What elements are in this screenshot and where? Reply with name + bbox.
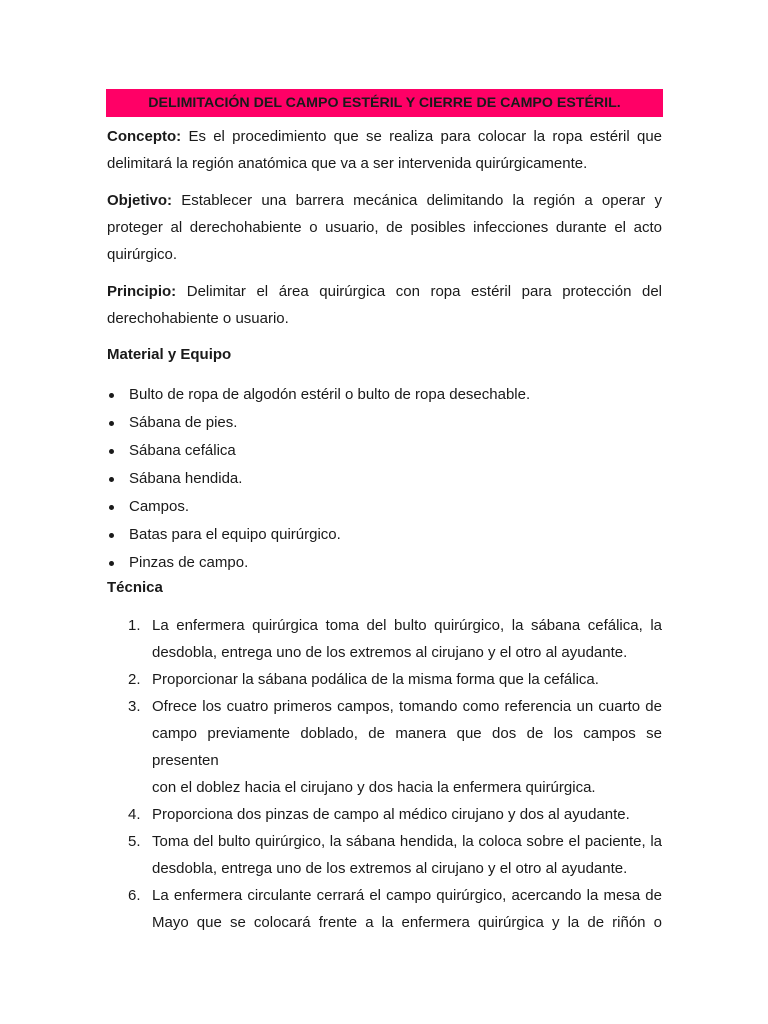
tecnica-heading: Técnica: [107, 579, 163, 596]
step-number: 1.: [128, 617, 141, 634]
list-item-text: Sábana hendida.: [129, 470, 243, 487]
list-item: [107, 465, 530, 493]
material-heading: Material y Equipo: [107, 346, 232, 363]
bullet-icon: [109, 393, 114, 398]
concepto-line-2: delimitará la región anatómica que va a ser intervenida quirúrgicamente.: [107, 155, 588, 172]
step-item: [128, 882, 662, 936]
concepto-text-1: Es el procedimiento que se realiza para colocar la ropa estéril que: [181, 128, 662, 145]
objetivo-paragraph: [107, 187, 662, 268]
document-title: DELIMITACIÓN DEL CAMPO ESTÉRIL Y CIERRE DE CAMPO ESTÉRIL.: [106, 89, 663, 117]
step-line: Proporcionar la sábana podálica de la misma forma que la cefálica.: [152, 671, 599, 688]
step-item: [128, 666, 662, 693]
step-number: 3.: [128, 698, 141, 715]
concepto-paragraph: [107, 123, 662, 177]
objetivo-line-2: proteger al derechohabiente o usuario, de posibles infecciones durante el acto: [107, 219, 662, 236]
step-line: Proporciona dos pinzas de campo al médico cirujano y dos al ayudante.: [152, 806, 630, 823]
principio-label: Principio:: [107, 283, 177, 300]
tecnica-steps: [128, 612, 662, 936]
list-item-text: Pinzas de campo.: [129, 554, 249, 571]
list-item: [107, 549, 530, 577]
step-line: Ofrece los cuatro primeros campos, tomando como referencia un cuarto de: [152, 698, 662, 715]
principio-line-2: derechohabiente o usuario.: [107, 310, 289, 327]
list-item-text: Sábana cefálica: [129, 442, 236, 459]
bullet-icon: [109, 477, 114, 482]
list-item-text: Sábana de pies.: [129, 414, 238, 431]
step-number: 5.: [128, 833, 141, 850]
list-item: [107, 521, 530, 549]
objetivo-label: Objetivo:: [107, 192, 173, 209]
concepto-label: Concepto:: [107, 128, 182, 145]
step-line: desdobla, entrega uno de los extremos al cirujano y el otro al ayudante.: [152, 644, 628, 661]
step-line: Toma del bulto quirúrgico, la sábana hendida, la coloca sobre el paciente, la: [152, 833, 662, 850]
list-item: [107, 381, 530, 409]
principio-paragraph: [107, 278, 662, 332]
bullet-icon: [109, 421, 114, 426]
concepto-line-1: [107, 123, 662, 150]
step-item: [128, 801, 662, 828]
list-item: [107, 437, 530, 465]
list-item-text: Batas para el equipo quirúrgico.: [129, 526, 341, 543]
objetivo-line-1: [107, 187, 662, 214]
bullet-icon: [109, 533, 114, 538]
step-line: La enfermera quirúrgica toma del bulto quirúrgico, la sábana cefálica, la: [152, 617, 662, 634]
bullet-icon: [109, 449, 114, 454]
objetivo-line-3: quirúrgico.: [107, 246, 178, 263]
list-item-text: Bulto de ropa de algodón estéril o bulto de ropa desechable.: [129, 386, 531, 403]
step-number: 4.: [128, 806, 141, 823]
step-line: La enfermera circulante cerrará el campo quirúrgico, acercando la mesa de: [152, 887, 662, 904]
principio-text-1: Delimitar el área quirúrgica con ropa estéril para protección del: [176, 283, 662, 300]
step-item: [128, 693, 662, 801]
bullet-icon: [109, 561, 114, 566]
principio-line-1: [107, 278, 662, 305]
objetivo-text-1: Establecer una barrera mecánica delimitando la región a operar y: [172, 192, 662, 209]
step-line: con el doblez hacia el cirujano y dos hacia la enfermera quirúrgica.: [152, 779, 596, 796]
list-item: [107, 409, 530, 437]
list-item: [107, 493, 530, 521]
bullet-icon: [109, 505, 114, 510]
list-item-text: Campos.: [129, 498, 190, 515]
step-line: campo previamente doblado, de manera que dos de los campos se presenten: [152, 725, 662, 769]
material-list: [107, 381, 530, 577]
step-line: Mayo que se colocará frente a la enfermera quirúrgica y la de riñón o: [152, 914, 662, 931]
step-number: 2.: [128, 671, 141, 688]
step-item: [128, 828, 662, 882]
step-item: [128, 612, 662, 666]
step-line: desdobla, entrega uno de los extremos al cirujano y el otro al ayudante.: [152, 860, 628, 877]
step-number: 6.: [128, 887, 141, 904]
